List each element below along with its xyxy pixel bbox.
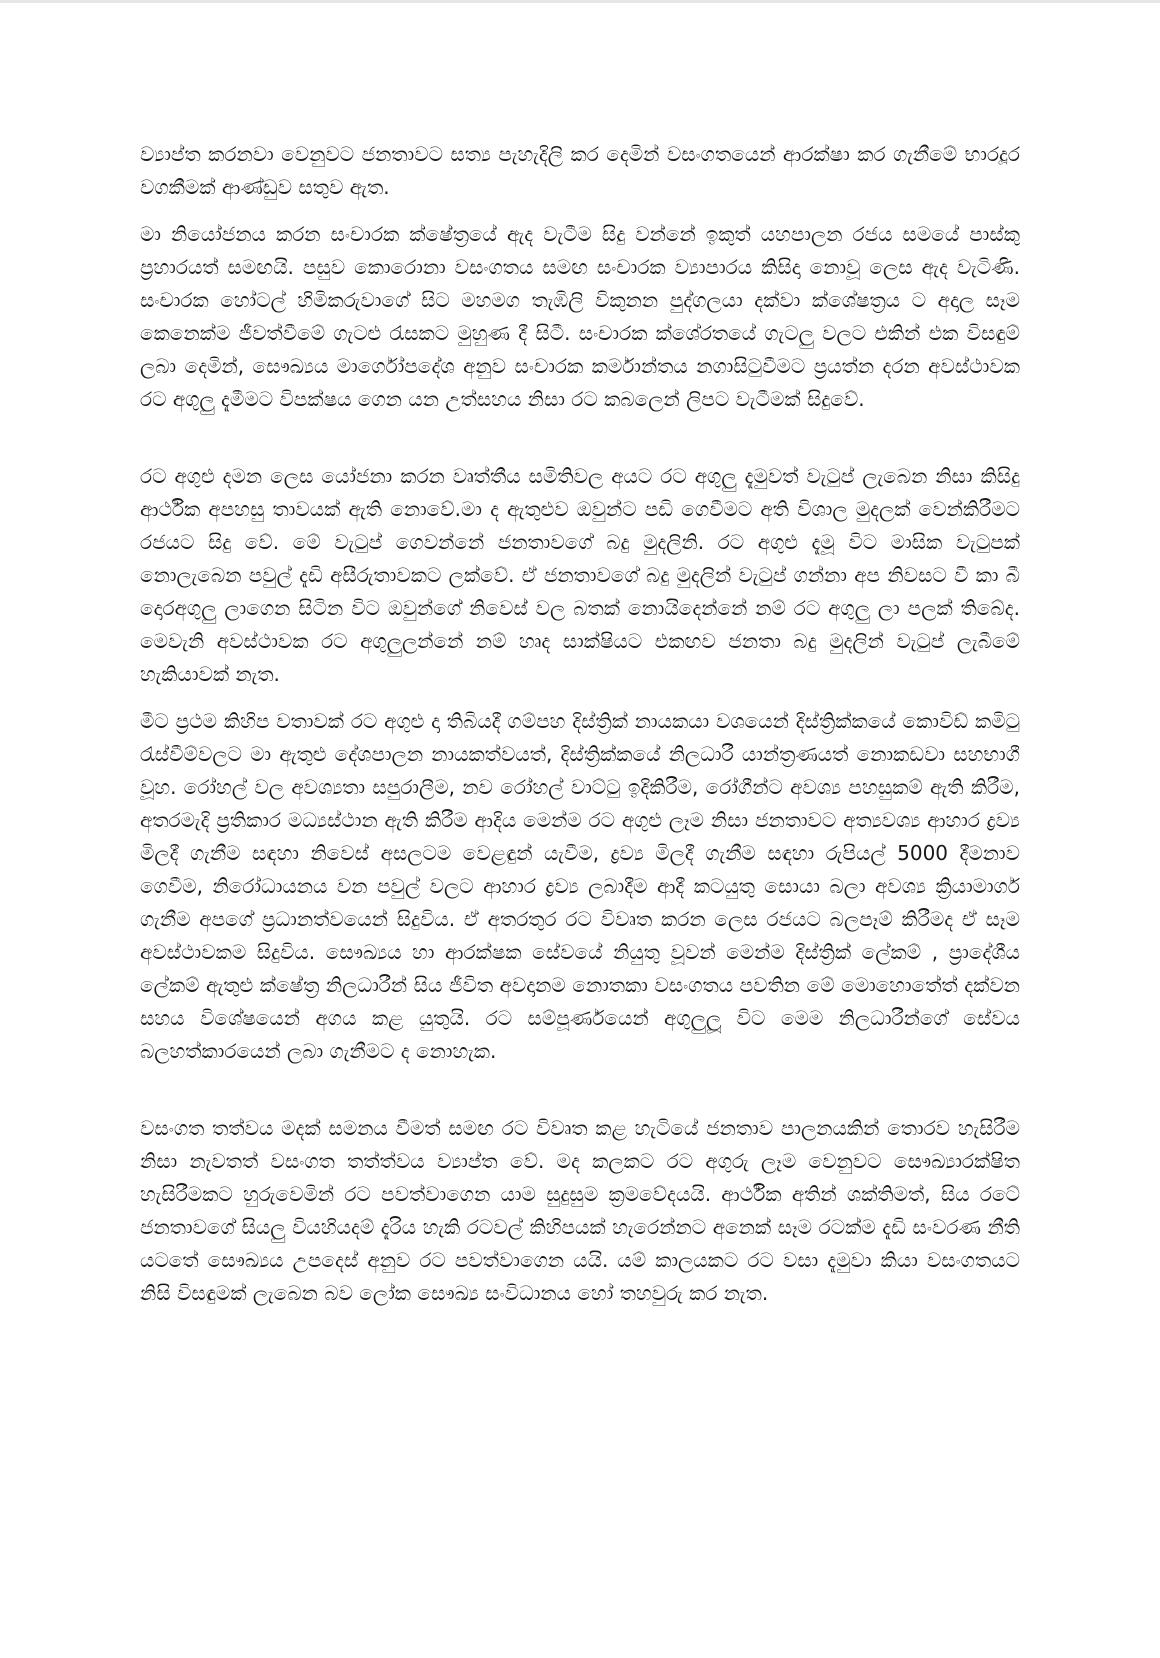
paragraph-2: මා නියෝජනය කරන සංචාරක ක්ෂේත්‍රයේ ඇද වැටීම සිදු වන්නේ ඉකුත් යහපාලන රජය සමයේ පාස්කු ප්‍රහාරයත් සමඟයි. පසුව කොරොනා වසංගතය සමඟ සංචාරක ව්‍යාපාරය කිසිදා නොවූ ලෙස ඇද වැටිණි. සංචාරක හෝටල් හිමිකරුවාගේ සිට මහමග තැඹිලි විකුනන පුද්ගලයා දක්වා ක්ශේ‍ෂත්‍රය ට අදාල සෑම කෙනෙක්ම ජීවත්වීමේ ගැටළු රැසකට මුහුණ දී සිටී. සංචාරක ක්ශේ‍රතයේ ගැටලු වලට එකින් එක විසඳුම් ලබා දෙමින්, සෞඛ්‍යය මාර්ගෝපදේශ අනුව සංචාරක කර්මාන්තය නගාසිටුවීමට ප්‍රයත්න දරන අවස්ථාවක රට අගුලු දැමීමට විපක්ෂය ගෙන යන උත්සහය නිසා රට කබලෙන් ලිපට වැටීමක් සිදුවේ. (140, 222, 1020, 411)
paragraph-5: වසංගත තත්වය මදක් සමනය වීමත් සමඟ රට විවෘත කළ හැටියේ ජනතාව පාලනයකින් තොරව හැසිරීම නිසා නැවතත් වසංගත තත්ත්වය ව්‍යාප්ත වේ. මද කලකට රට අගුරු ලෑම වෙනුවට සෞඛ්‍යාරක්ෂිත හැසිරීමකට හුරුවෙමින් රට පවත්වාගෙන යාම සුදුසුම ක්‍රමවේදයයි. ආර්ථික අතින් ශක්තිමත්, සිය රටේ ජනතාවගේ සියලු වියහියදම් දැරිය හැකි රටවල් කිහිපයක් හැරෙන්නට අනෙක් සෑම රටක්ම දැඩි සංවරණ නීති යටතේ සෞඛ්‍යය උපදෙස් අනුව රට පවත්වාගෙන යයි. යම් කාලයකට රට වසා දැමුවා කියා වසංගතයට නිසි විසඳුමක් ලැබෙන බව ලෝක සෞඛ්‍ය සංවිධානය හෝ තහවුරු කර නැත. (140, 1116, 1020, 1305)
page-top-edge (0, 0, 1160, 3)
paragraph-4: මීට ප්‍රථම කිහිප වතාවක් රට අගුළු දා තිබියදී ගම්පහ දිස්ත්‍රික් නායකයා වශයෙන් දිස්ත්‍රික්කයේ කොවිඩ් කමිටු රැස්වීම්වලට මා ඇතුළු දේශපාලන නායකත්වයත්, දිස්ත්‍රික්කයේ නිලධාරී යාන්ත්‍රණයත් නොකඩවා සහභාගී වූහ. රෝහල් වල අවශ්‍යතා සපුරාලීම, නව රෝහල් වාට්ටු ඉදිකිරීම, රෝගීන්ට අවශ්‍ය පහසුකම් ඇති කිරීම, අතරමැදි ප්‍රතිකාර මධ්‍යස්ථාන ඇති කිරීම ආදිය මෙන්ම රට අගුළු ලෑම නිසා ජනතාවට අත්‍යවශ්‍ය ආහාර ද්‍රව්‍ය මිලදී ගැනීම සඳහා නිවෙස් අසලටම වෙළඳුන් යැවීම, ද්‍රව්‍ය මිලදී ගැනීම සඳහා රුපියල් 5000 දීමනාව ගෙවීම, නිරෝධායනය වන පවුල් වලට ආහාර ද්‍රව්‍ය ලබාදීම ආදී කටයුතු සොයා බලා අවශ්‍ය ක්‍රියාමාර්ග ගැනීම අපගේ ප්‍රධානත්වයෙන් සිදුවිය. ඒ අතරතුර රට විවෘත කරන ලෙස රජයට බලපෑම් කිරීමද ඒ සෑම අවස්ථාවකම සිදුවිය. සෞඛ්‍යය හා ආරක්ෂක සේවයේ නියුතු වූවන් මෙන්ම දිස්ත්‍රික් ලේකම් , ප්‍රාදේශීය ලේකම් ඇතුළු ක්ෂේත්‍ර නිලධාරීන් සිය ජීවිත අවදානම නොතකා වසංගතය පවතින මේ මොහොතේත් දක්වන සහය විශේෂයෙන් අගය කළ යුතුයි. රට සම්පූර්ණයෙන් අගුලුලූ විට මෙම නිලධාරීන්ගේ සේවය බලහත්කාරයෙන් ලබා ගැනීමට ද නොහැක. (140, 709, 1020, 1063)
paragraph-1: ව්‍යාප්ත කරනවා වෙනුවට ජනතාවට සත්‍ය පැහැදිලි කර දෙමින් වසංගතයෙන් ආරක්ෂා කර ගැනීමේ භාරදූර වගකීමක් ආණ්ඩුව සතුව ඇත. (140, 142, 1020, 199)
paragraph-3: රට අගුළු දමන ලෙස යෝජනා කරන වෘත්තීය සමිතිවල අයට රට අගුලු දැමුවත් වැටුප් ලැබෙන නිසා කිසිදු ආර්ථික අපහසු තාවයක් ඇති නොවේ.මා ද ඇතුළුව ඔවුන්ට පඩි ගෙවීමට අති විශාල මුදලක් වෙන්කිරීමට රජයට සිදු වේ. මේ වැටුප් ගෙවන්නේ ජනතාවගේ බදු මුදලිනි. රට අගුළු දැමූ විට මාසික වැටුපක් නොලැබෙන පවුල් දැඩි අසීරුතාවකට ලක්වේ. ඒ ජනතාවගේ බදු මුදලින් වැටුප් ගන්නා අප නිවසට වී කා බී දොරඅගුලු ලාගෙන සිටින විට ඔවුන්ගේ නිවෙස් වල බතක් නොයිදෙන්නේ නම් රට අගුලු ලා පලක් තිබේද. මෙවැනි අවස්ථාවක රට අගුලුලන්නේ නම් හෘද සාක්ෂියට එකඟව ජනතා බදු මුදලින් වැටුප් ලැබීමේ හැකියාවක් නැත. (140, 464, 1020, 686)
document-body (140, 138, 1020, 1324)
